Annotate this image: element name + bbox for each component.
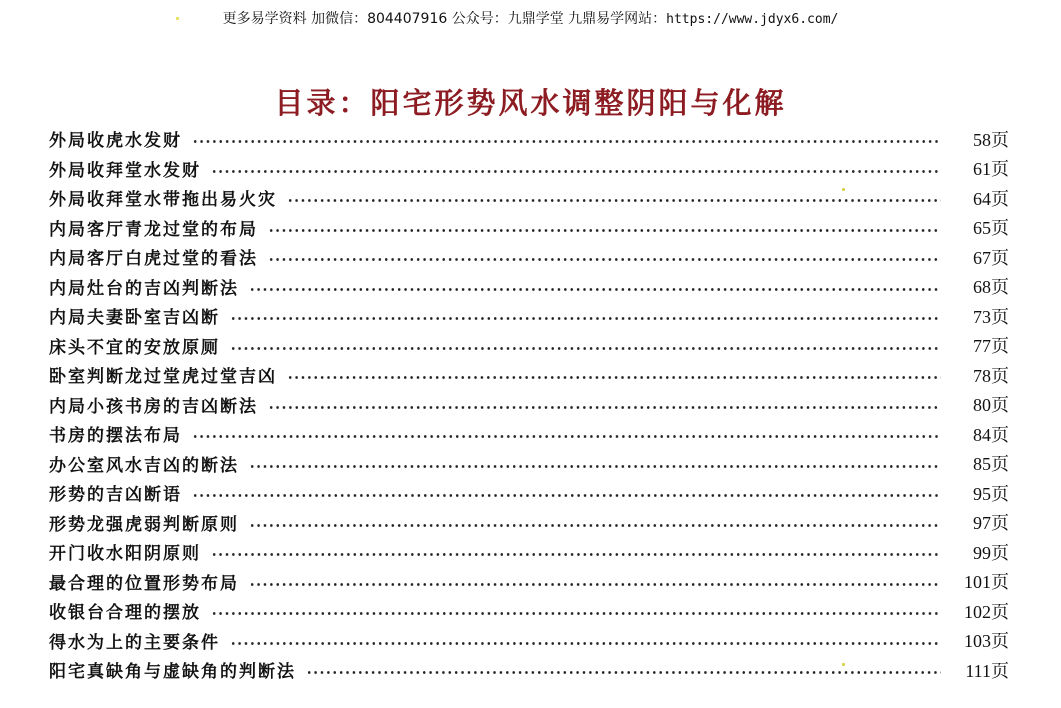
toc-entry — [49, 301, 1009, 331]
toc-dot-leader — [287, 199, 941, 202]
toc-entry — [49, 390, 1009, 420]
toc-entry-page: 102页 — [964, 601, 1009, 622]
toc-entry — [49, 183, 1009, 213]
scan-speck — [842, 663, 845, 666]
header-website-url: https://www.jdyx6.com/ — [666, 12, 839, 27]
header-contact-text: 更多易学资料 加微信：804407916 公众号：九鼎学堂 九鼎易学网站： — [222, 11, 667, 27]
toc-entry-page: 111页 — [965, 660, 1009, 681]
toc-dot-leader — [249, 465, 941, 468]
toc-entry-label: 卧室判断龙过堂虎过堂吉凶 — [49, 367, 277, 388]
toc-entry — [49, 567, 1009, 597]
toc-dot-leader — [230, 317, 941, 320]
toc-dot-leader — [230, 347, 941, 350]
toc-dot-leader — [192, 435, 941, 438]
toc-entry — [49, 124, 1009, 154]
toc-entry — [49, 242, 1009, 272]
toc-entry — [49, 537, 1009, 567]
toc-entry-page: 103页 — [964, 631, 1009, 652]
toc-dot-leader — [211, 553, 941, 556]
toc-entry — [49, 360, 1009, 390]
toc-list — [49, 124, 1009, 685]
toc-entry-page: 58页 — [973, 129, 1009, 150]
toc-entry-label: 内局灶台的吉凶判断法 — [49, 278, 239, 299]
toc-dot-leader — [230, 642, 941, 645]
scan-speck — [842, 188, 845, 191]
toc-entry — [49, 331, 1009, 361]
toc-entry-page: 64页 — [973, 188, 1009, 209]
toc-dot-leader — [192, 140, 941, 143]
toc-entry-page: 80页 — [973, 395, 1009, 416]
toc-entry-label: 最合理的位置形势布局 — [49, 573, 239, 594]
toc-entry — [49, 478, 1009, 508]
toc-entry — [49, 154, 1009, 184]
toc-entry — [49, 508, 1009, 538]
toc-entry-page: 61页 — [973, 159, 1009, 180]
toc-entry — [49, 419, 1009, 449]
toc-dot-leader — [268, 406, 941, 409]
toc-entry-page: 85页 — [973, 454, 1009, 475]
toc-title: 目录：阳宅形势风水调整阴阳与化解 — [274, 86, 787, 120]
toc-entry-label: 形势的吉凶断语 — [49, 485, 182, 506]
toc-entry-label: 内局夫妻卧室吉凶断 — [49, 308, 220, 329]
toc-entry-page: 67页 — [973, 247, 1009, 268]
header-contact-line — [0, 9, 1061, 29]
toc-entry — [49, 596, 1009, 626]
toc-entry-label: 床头不宜的安放原厕 — [49, 337, 220, 358]
toc-dot-leader — [268, 258, 941, 261]
toc-entry — [49, 213, 1009, 243]
toc-dot-leader — [306, 671, 941, 674]
toc-entry-page: 97页 — [973, 513, 1009, 534]
toc-entry-label: 外局收虎水发财 — [49, 131, 182, 152]
toc-entry-label: 形势龙强虎弱判断原则 — [49, 514, 239, 535]
toc-entry-label: 得水为上的主要条件 — [49, 632, 220, 653]
toc-dot-leader — [192, 494, 941, 497]
toc-entry-label: 办公室风水吉凶的断法 — [49, 455, 239, 476]
toc-dot-leader — [249, 524, 941, 527]
toc-entry — [49, 626, 1009, 656]
toc-entry-label: 内局客厅青龙过堂的布局 — [49, 219, 258, 240]
toc-entry-page: 84页 — [973, 424, 1009, 445]
toc-dot-leader — [211, 612, 941, 615]
toc-entry — [49, 655, 1009, 685]
toc-entry-label: 收银台合理的摆放 — [49, 603, 201, 624]
toc-entry-page: 99页 — [973, 542, 1009, 563]
toc-entry-label: 内局客厅白虎过堂的看法 — [49, 249, 258, 270]
toc-dot-leader — [287, 376, 941, 379]
toc-entry-label: 阳宅真缺角与虚缺角的判断法 — [49, 662, 296, 683]
toc-entry-label: 开门收水阳阴原则 — [49, 544, 201, 565]
toc-dot-leader — [249, 288, 941, 291]
toc-dot-leader — [268, 229, 941, 232]
toc-entry-page: 95页 — [973, 483, 1009, 504]
toc-entry-page: 73页 — [973, 306, 1009, 327]
toc-entry-page: 68页 — [973, 277, 1009, 298]
toc-entry-label: 外局收拜堂水发财 — [49, 160, 201, 181]
toc-dot-leader — [249, 583, 941, 586]
toc-entry — [49, 272, 1009, 302]
toc-entry-label: 书房的摆法布局 — [49, 426, 182, 447]
toc-entry-label: 外局收拜堂水带拖出易火灾 — [49, 190, 277, 211]
toc-entry — [49, 449, 1009, 479]
toc-entry-page: 77页 — [973, 336, 1009, 357]
toc-entry-page: 101页 — [964, 572, 1009, 593]
toc-dot-leader — [211, 170, 941, 173]
toc-entry-page: 78页 — [973, 365, 1009, 386]
toc-entry-page: 65页 — [973, 218, 1009, 239]
toc-entry-label: 内局小孩书房的吉凶断法 — [49, 396, 258, 417]
